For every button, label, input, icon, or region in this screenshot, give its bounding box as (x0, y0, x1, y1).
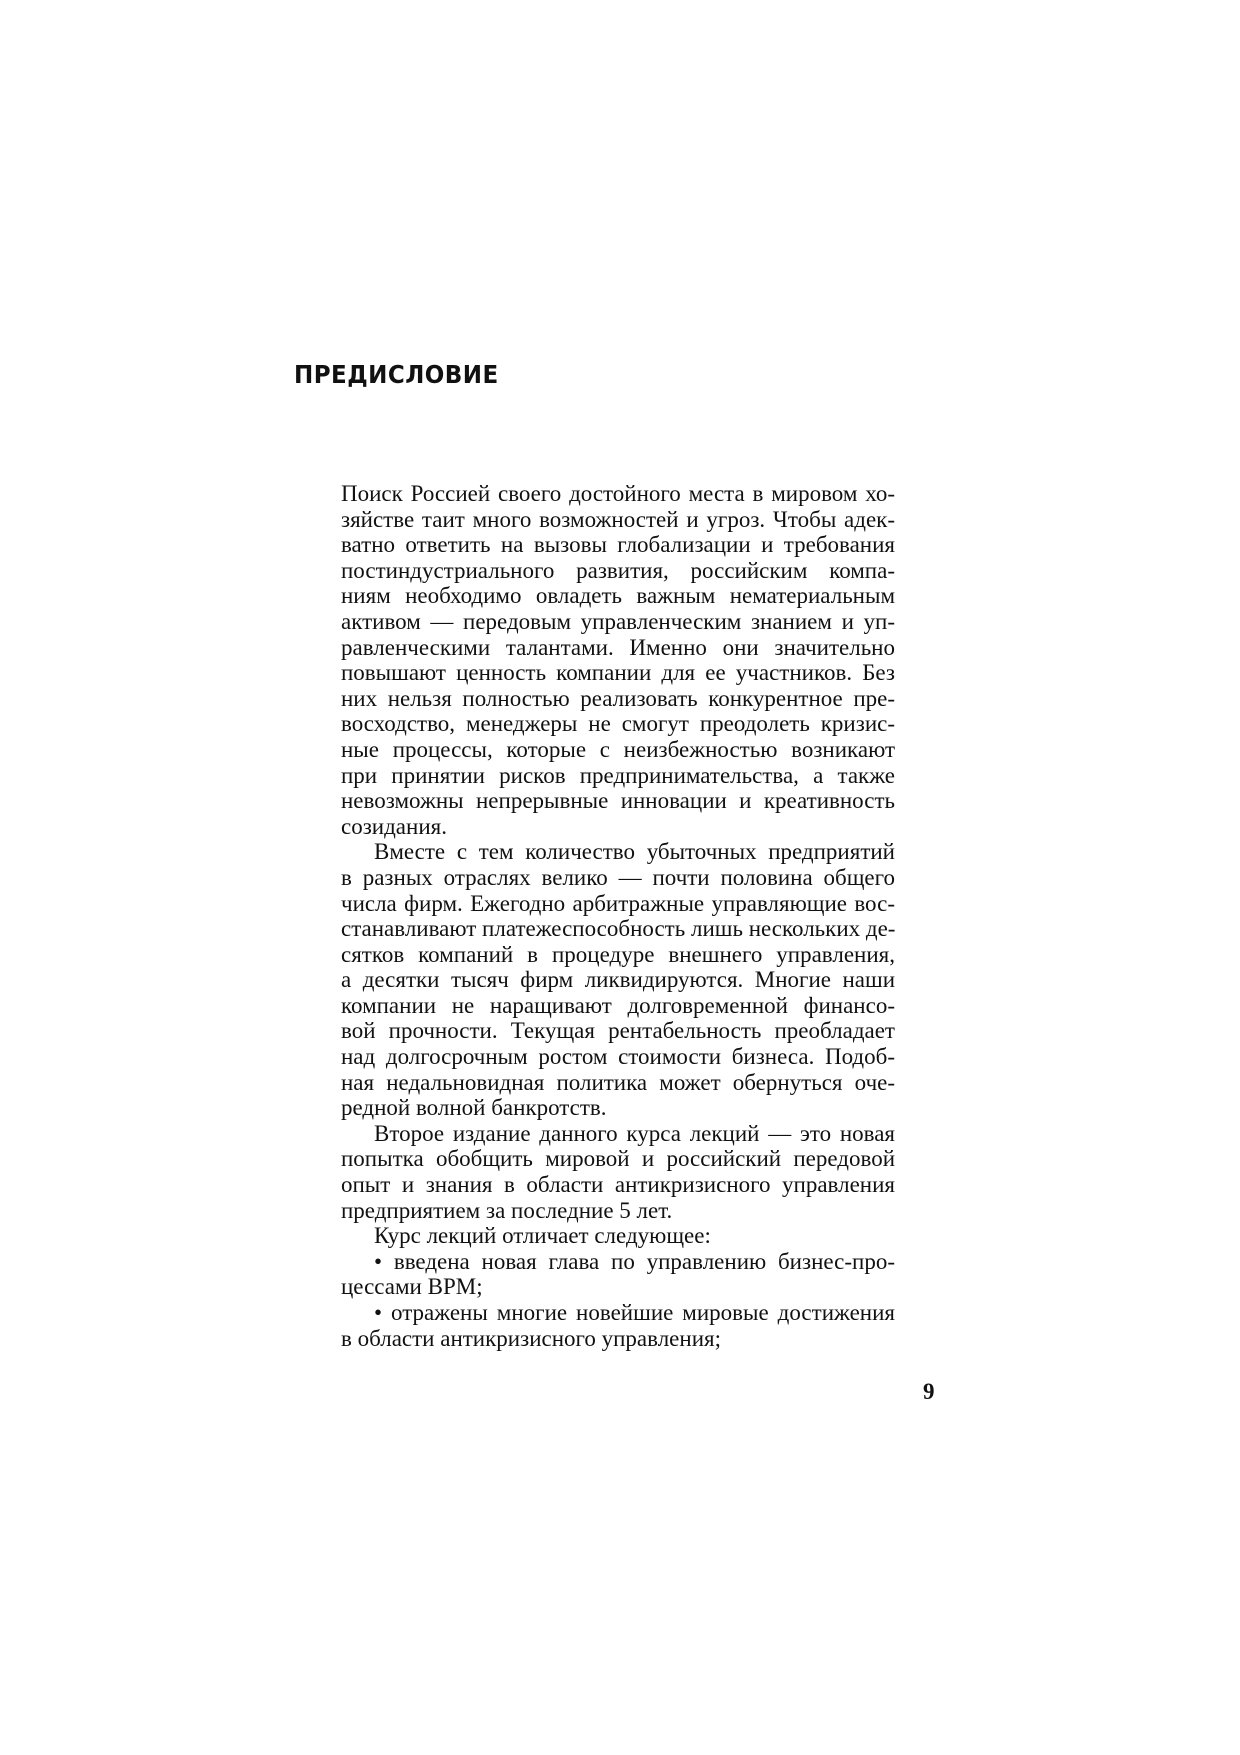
text-line: ная недальновидная политика может обернуться оче- (341, 1069, 895, 1095)
text-line: повышают ценность компании для ее участников. Без (341, 660, 895, 686)
text-line: постиндустриального развития, российским компа- (341, 557, 895, 583)
text-line: созидания. (341, 813, 447, 839)
text-line: редной волной банкротств. (341, 1095, 607, 1121)
text-line: активом — передовым управленческим знанием и уп- (341, 608, 895, 634)
text-line: восходство, менеджеры не смогут преодолеть кризис- (341, 711, 895, 737)
text-line: • отражены многие новейшие мировые достижения (374, 1300, 895, 1325)
text-line: в области антикризисного управления; (341, 1325, 721, 1351)
text-line: Поиск Россией своего достойного места в мировом хо- (341, 481, 895, 506)
paragraph (341, 1121, 895, 1223)
text-line: Вместе с тем количество убыточных предприятий (374, 839, 895, 865)
text-line: цессами ВРМ; (341, 1274, 483, 1300)
text-line: предприятием за последние 5 лет. (341, 1197, 673, 1223)
paragraph (341, 481, 895, 839)
text-line: зяйстве таит много возможностей и угроз. Чтобы адек- (341, 506, 895, 532)
text-line: попытка обобщить мировой и российский передовой (341, 1146, 895, 1172)
text-line: а десятки тысяч фирм ликвидируются. Многие наши (341, 967, 895, 993)
text-line: компании не наращивают долговременной финансо- (341, 992, 895, 1018)
text-line: них нельзя полностью реализовать конкурентное пре- (341, 685, 895, 711)
text-line: ниям необходимо овладеть важным нематериальным (341, 583, 895, 609)
text-line: невозможны непрерывные инновации и креативность (341, 788, 895, 814)
text-line: станавливают платежеспособность лишь нескольких де- (341, 916, 896, 942)
text-line: вой прочности. Текущая рентабельность преобладает (341, 1018, 895, 1044)
list-item (341, 1300, 895, 1351)
text-line: Курс лекций отличает следующее: (374, 1223, 711, 1249)
body-text (341, 481, 895, 1351)
text-line: над долгосрочным ростом стоимости бизнеса. Подоб- (341, 1044, 895, 1070)
text-line: сятков компаний в процедуре внешнего управления, (341, 941, 895, 967)
text-line: равленческими талантами. Именно они значительно (341, 634, 895, 660)
paragraph (341, 1223, 895, 1249)
text-line: в разных отраслях велико — почти половина общего (341, 864, 895, 890)
paragraph (341, 839, 895, 1121)
chapter-heading: ПРЕДИСЛОВИЕ (294, 360, 499, 389)
text-line: Второе издание данного курса лекций — это новая (374, 1120, 895, 1146)
text-line: • введена новая глава по управлению бизнес-про- (374, 1248, 895, 1274)
text-line: числа фирм. Ежегодно арбитражные управляющие вос- (341, 890, 895, 916)
text-line: опыт и знания в области антикризисного управления (341, 1172, 895, 1198)
text-line: ватно ответить на вызовы глобализации и требования (341, 532, 895, 558)
page-number: 9 (923, 1379, 935, 1404)
list-item (341, 1249, 895, 1300)
text-line: при принятии рисков предпринимательства, а также (341, 762, 895, 788)
text-line: ные процессы, которые с неизбежностью возникают (341, 736, 895, 762)
